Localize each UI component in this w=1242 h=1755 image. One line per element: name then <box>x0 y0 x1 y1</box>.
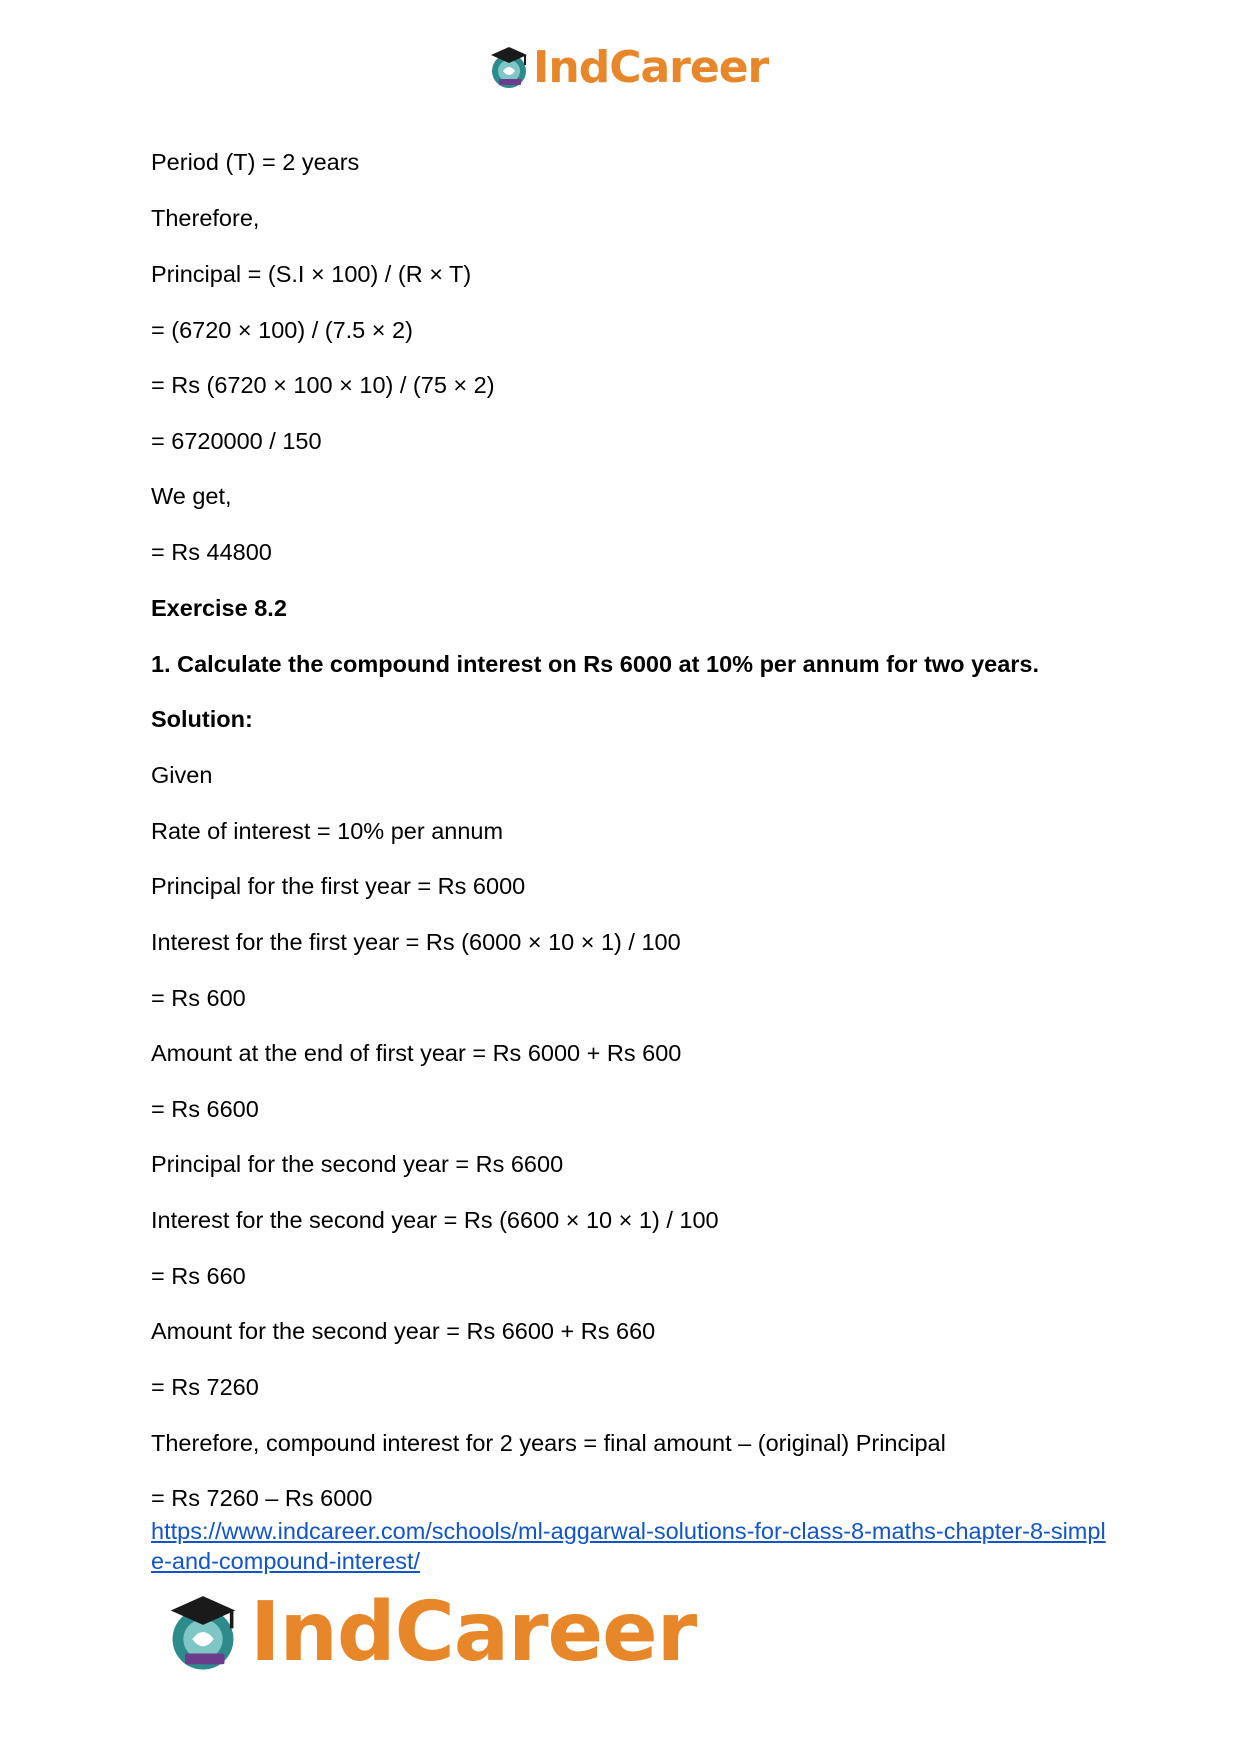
footer-logo <box>162 1586 696 1678</box>
source-url-link[interactable]: https://www.indcareer.com/schools/ml-aggarwal-solutions-for-class-8-maths-chapter-8-simple-and-compound-interest/ <box>151 1518 1106 1574</box>
text-line: Principal = (S.I × 100) / (R × T) <box>151 261 472 287</box>
text-line: Therefore, compound interest for 2 years = final amount – (original) Principal <box>151 1430 946 1456</box>
text-line: = Rs 6600 <box>151 1096 259 1122</box>
text-line: = Rs 600 <box>151 985 246 1011</box>
text-line: Principal for the first year = Rs 6000 <box>151 873 526 899</box>
brand-name: IndCareer <box>250 1584 697 1680</box>
graduation-globe-icon <box>487 43 531 91</box>
text-line: = 6720000 / 150 <box>151 428 322 454</box>
text-line: = Rs 7260 – Rs 6000 <box>151 1485 373 1511</box>
text-line: = Rs 7260 <box>151 1374 259 1400</box>
text-line: = Rs 660 <box>151 1263 246 1289</box>
text-line: = Rs 44800 <box>151 539 272 565</box>
brand-name: IndCareer <box>533 41 769 93</box>
text-line: Principal for the second year = Rs 6600 <box>151 1151 564 1177</box>
section-heading: Exercise 8.2 <box>151 595 287 621</box>
header-logo <box>487 40 768 94</box>
text-line: Given <box>151 762 213 788</box>
question-text: 1. Calculate the compound interest on Rs 6000 at 10% per annum for two years. <box>151 651 1040 677</box>
text-line: Period (T) = 2 years <box>151 149 360 175</box>
text-line: Amount for the second year = Rs 6600 + Rs 660 <box>151 1318 656 1344</box>
text-line: Interest for the second year = Rs (6600 × 10 × 1) / 100 <box>151 1207 719 1233</box>
text-line: Rate of interest = 10% per annum <box>151 818 504 844</box>
text-line: Therefore, <box>151 205 260 231</box>
text-line: Interest for the first year = Rs (6000 × 10 × 1) / 100 <box>151 929 681 955</box>
solution-heading: Solution: <box>151 706 253 732</box>
graduation-globe-icon <box>162 1589 244 1675</box>
text-line: = (6720 × 100) / (7.5 × 2) <box>151 317 413 343</box>
text-line: = Rs (6720 × 100 × 10) / (75 × 2) <box>151 372 495 398</box>
text-line: Amount at the end of first year = Rs 6000 + Rs 600 <box>151 1040 682 1066</box>
text-line: We get, <box>151 483 232 509</box>
